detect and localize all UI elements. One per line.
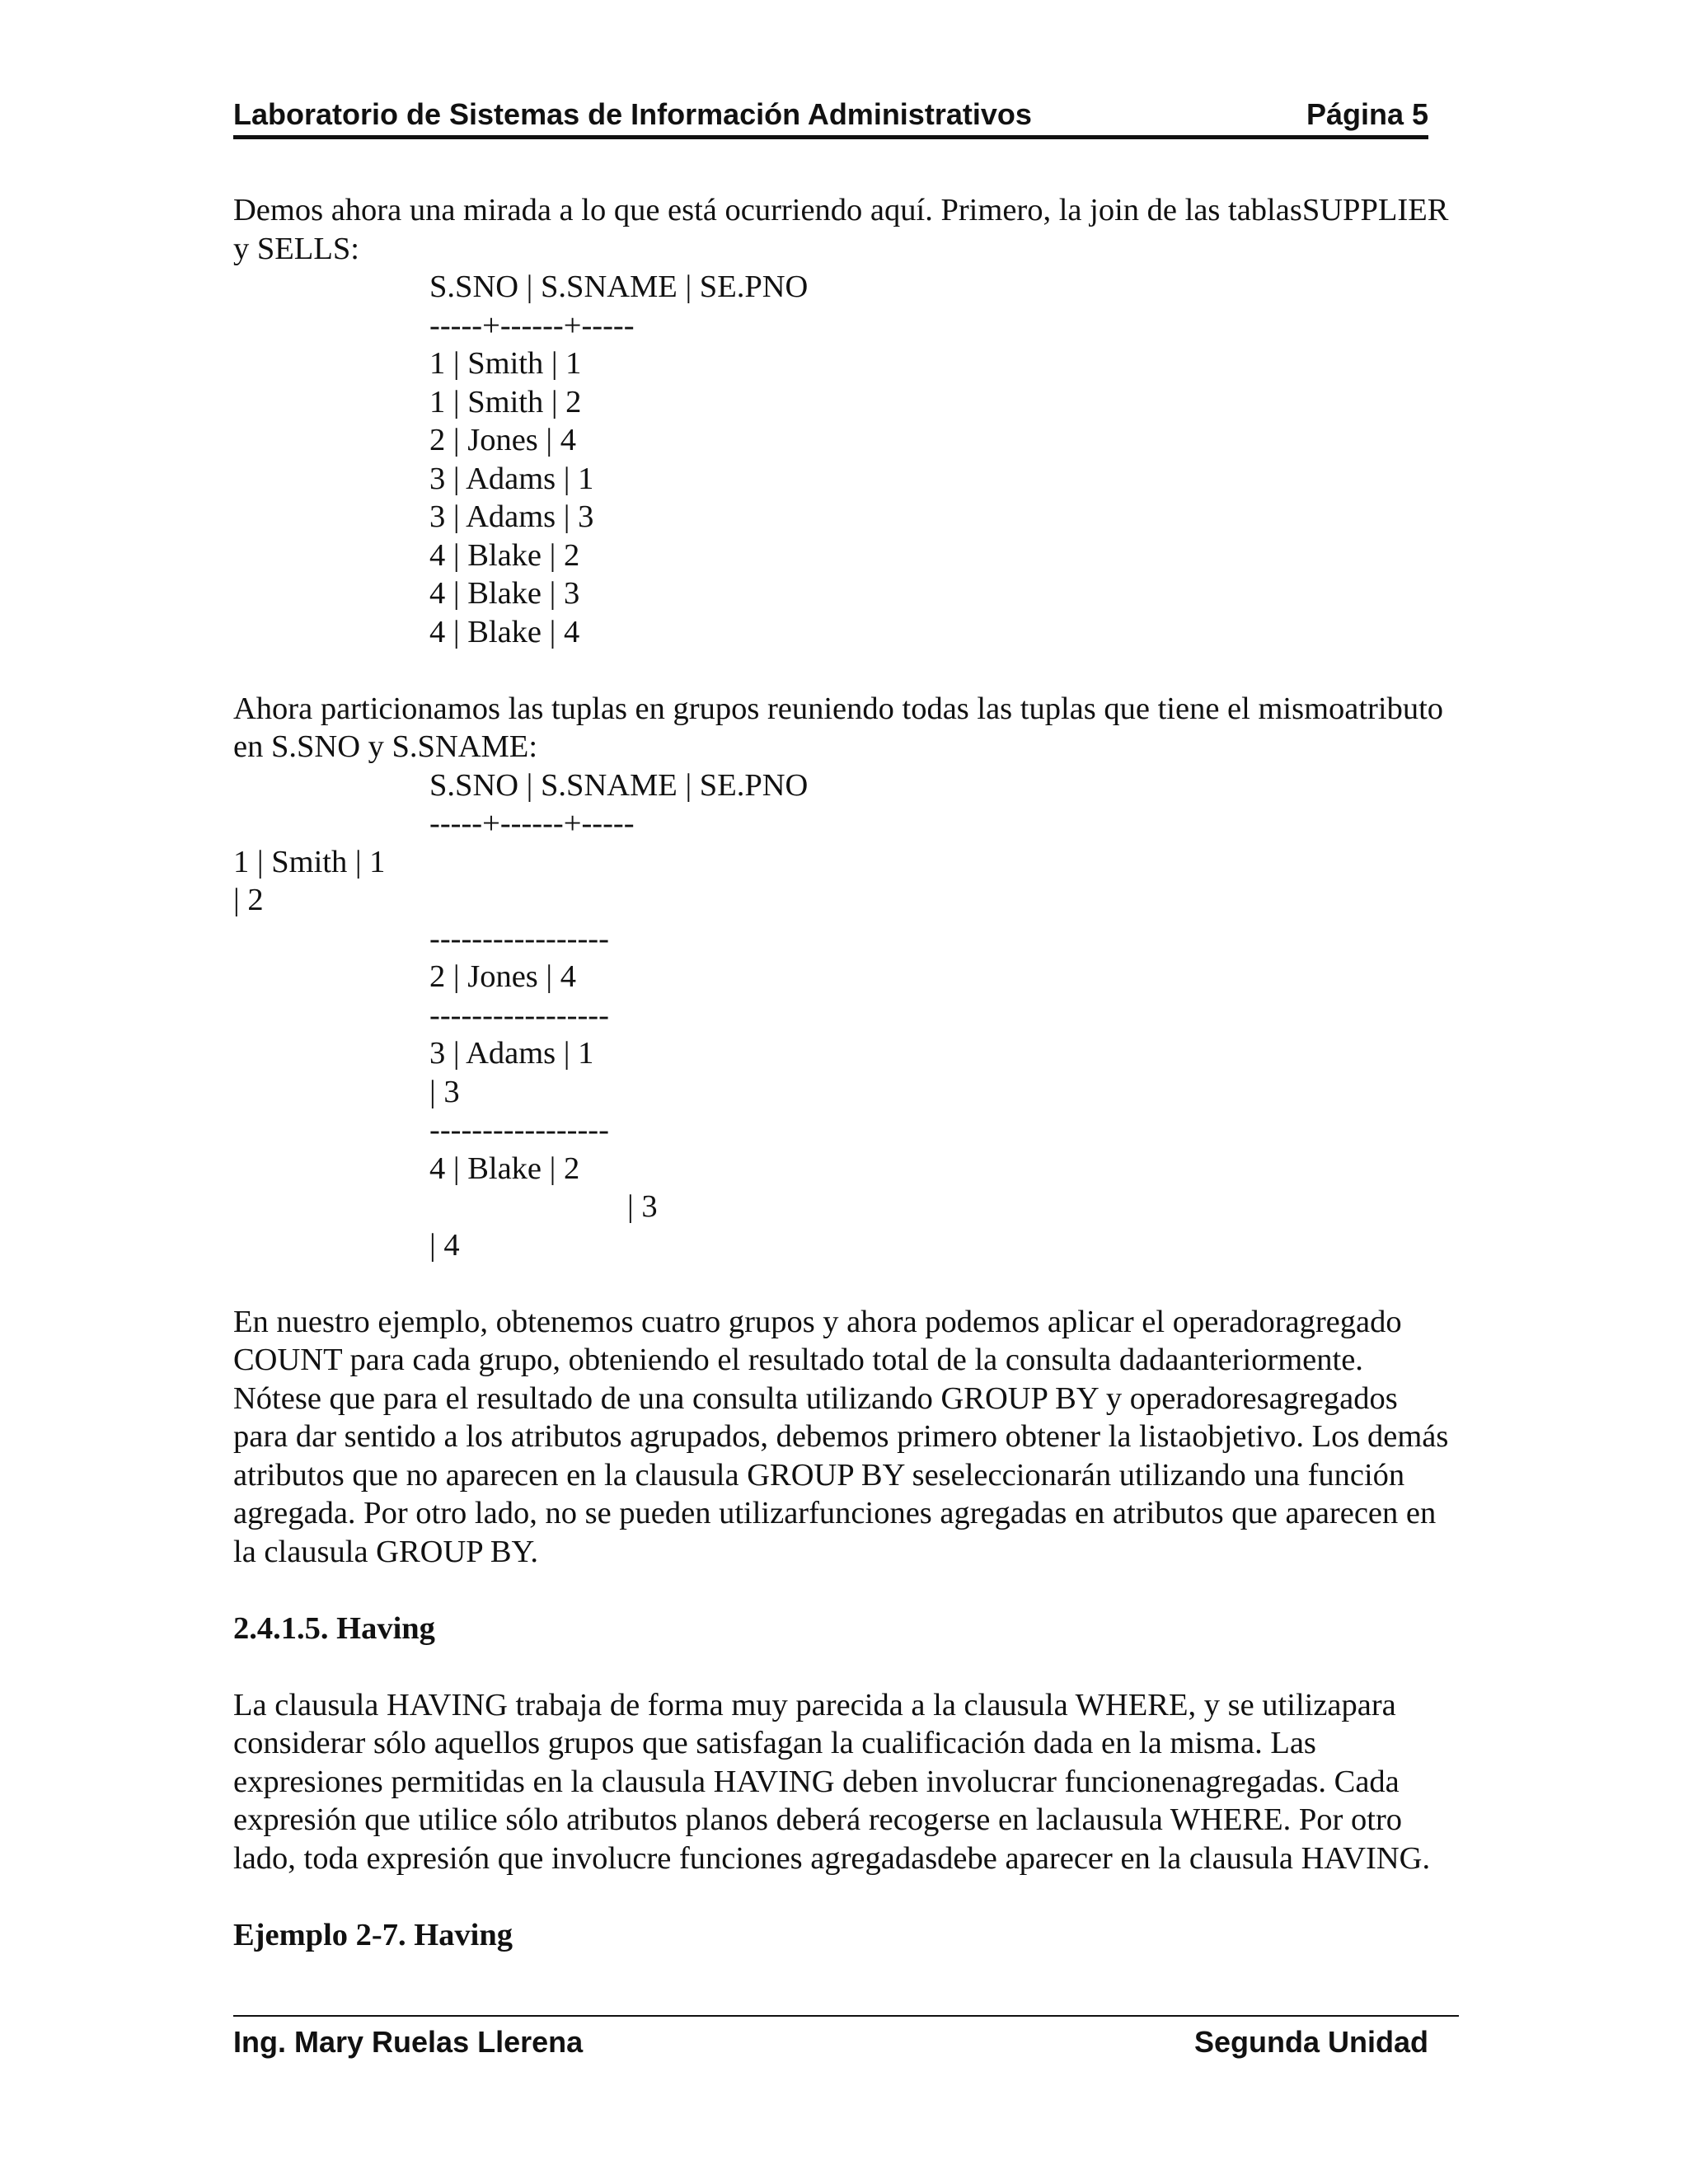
join-table-separator: -----+------+----- [429, 307, 635, 343]
group-table-row: | 4 [429, 1227, 460, 1263]
group-table-row: 1 | Smith | 1 [233, 844, 386, 879]
join-table [233, 268, 1457, 651]
page-footer [233, 2015, 1459, 2071]
partition-paragraph: Ahora particionamos las tuplas en grupos reuniendo todas las tuplas que tiene el mismoatributo en S.SNO y S.SNAME: [233, 691, 1444, 764]
section-heading: 2.4.1.5. Having [233, 1610, 435, 1646]
group-table-header: S.SNO | S.SNAME | SE.PNO [429, 767, 809, 803]
footer-unit: Segunda Unidad [1193, 2025, 1428, 2059]
explanation-paragraph: En nuestro ejemplo, obtenemos cuatro grupos y ahora podemos aplicar el operadoragregado COUNT para cada grupo, obteniendo el resultado total de la consulta dadaanteriormente. Nótese que para el resultado de una consulta utilizando GROUP BY y operadoresagregados para dar sentido a los atributos agrupados, debemos primero obtener la listaobjetivo. Los demás atributos que no aparecen en la clausula GROUP BY seseleccionarán utilizando una función agregada. Por otro lado, no se pueden utilizarfunciones agregadas en atributos que aparecen en la clausula GROUP BY. [233, 1304, 1449, 1569]
header-title: Laboratorio de Sistemas de Información Administrativos [233, 97, 1032, 131]
group-divider: ----------------- [429, 1113, 609, 1147]
header-page-number: Página 5 [1306, 97, 1428, 131]
group-table [233, 766, 1457, 1265]
document-body [233, 191, 1457, 1954]
join-table-row: 1 | Smith | 2 [429, 384, 582, 419]
group-table-row: 3 | Adams | 1 [429, 1036, 594, 1071]
group-table-row: | 2 [233, 883, 264, 917]
having-paragraph: La clausula HAVING trabaja de forma muy parecida a la clausula WHERE, y se utilizapara considerar sólo aquellos grupos que satisfagan la cualificación dada en la misma. Las expresiones permitidas en la clausula HAVING deben involucrar funcionenagregadas. Cada expresión que utilice sólo atributos planos deberá recogerse en laclausula WHERE. Por otro lado, toda expresión que involucre funciones agregadasdebe aparecer en la clausula HAVING. [233, 1687, 1431, 1876]
group-table-row: | 3 [627, 1189, 658, 1224]
join-table-row: 4 | Blake | 4 [429, 614, 580, 649]
group-table-row: 2 | Jones | 4 [429, 959, 576, 994]
join-table-row: 2 | Jones | 4 [429, 423, 576, 457]
join-table-row: 4 | Blake | 2 [429, 537, 580, 573]
intro-paragraph: Demos ahora una mirada a lo que está ocurriendo aquí. Primero, la join de las tablasSUPPLIER y SELLS: [233, 193, 1449, 266]
group-table-row: 4 | Blake | 2 [429, 1151, 580, 1186]
join-table-header: S.SNO | S.SNAME | SE.PNO [429, 269, 809, 304]
page-header [233, 92, 1428, 139]
join-table-row: 3 | Adams | 1 [429, 461, 594, 496]
join-table-row: 1 | Smith | 1 [429, 346, 582, 381]
join-table-row: 3 | Adams | 3 [429, 499, 594, 534]
group-table-separator: -----+------+----- [429, 806, 635, 841]
example-heading: Ejemplo 2-7. Having [233, 1917, 513, 1952]
footer-author: Ing. Mary Ruelas Llerena [233, 2025, 584, 2059]
join-table-row: 4 | Blake | 3 [429, 576, 580, 611]
group-table-row: | 3 [429, 1074, 460, 1109]
group-divider: ----------------- [429, 997, 609, 1033]
group-divider: ----------------- [429, 921, 609, 956]
